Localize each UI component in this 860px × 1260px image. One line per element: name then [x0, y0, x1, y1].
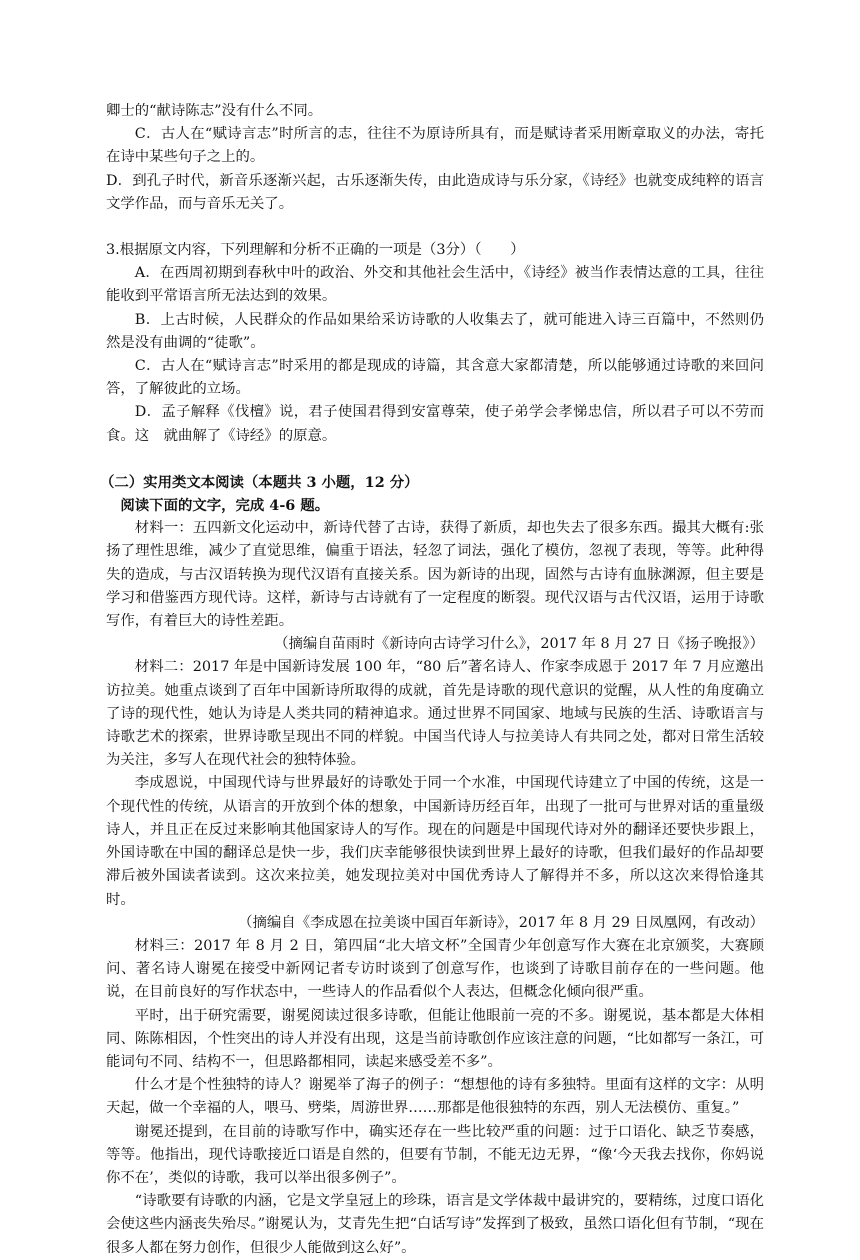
section-instruction: 阅读下面的文字，完成 4-6 题。	[120, 497, 330, 515]
q2-option-b-continued: 卿士的“献诗陈志”没有什么不同。	[106, 103, 323, 119]
material-3-paragraph-2: 平时，出于研究需要，谢冕阅读过很多诗歌，但能让他眼前一亮的不多。谢冕说，基本都是大体相同、陈陈相因，个性突出的诗人并没有出现，这是当前诗歌创作应该注意的问题，“比如都写一条江，可能词句不同、结构不一，但思路都相同，读起来感受差不多”。	[106, 1007, 764, 1070]
material-3-paragraph-4: 谢冕还提到，在目前的诗歌写作中，确实还存在一些比较严重的问题：过于口语化、缺乏节奏感，等等。他指出，现代诗歌接近口语是自然的，但要有节制，不能无边无界，“像‘今天我去找你，你妈说你不在’，类似的诗歌，我可以举出很多例子”。	[106, 1123, 764, 1186]
q3-option-a: A．在西周初期到春秋中叶的政治、外交和其他社会生活中，《诗经》被当作表情达意的工具，往往能收到平常语言所无法达到的效果。	[106, 265, 764, 305]
q2-option-d: D．到孔子时代，新音乐逐渐兴起，古乐逐渐失传，由此造成诗与乐分家，《诗经》也就变成纯粹的语言文学作品，而与音乐无关了。	[106, 172, 764, 212]
q3-stem: 3.根据原文内容，下列理解和分析不正确的一项是（3分）（ ）	[106, 242, 525, 259]
material-3-paragraph-3: 什么才是个性独特的诗人？谢冕举了海子的例子：“想想他的诗有多独特。里面有这样的文字：从明天起，做一个幸福的人，喂马、劈柴，周游世界……那都是他很独特的东西，别人无法模仿、重复。”	[106, 1077, 764, 1117]
q3-option-d: D．孟子解释《伐檀》说，君子使国君得到安富尊荣，使子弟学会孝悌忠信，所以君子可以不劳而食。这 就曲解了《诗经》的原意。	[106, 404, 764, 444]
material-3-paragraph-5: “诗歌要有诗歌的内涵，它是文学皇冠上的珍珠，语言是文学体裁中最讲究的，要精练，过度口语化会使这些内涵丧失殆尽。”谢冕认为，艾青先生把“白话写诗”发挥到了极致，虽然口语化但有节制，“现在很多人都在努力创作，但很少人能做到这么好”。	[106, 1193, 764, 1256]
q3-option-c: C．古人在“赋诗言志”时采用的都是现成的诗篇，其含意大家都清楚，所以能够通过诗歌的来回问答，了解彼此的立场。	[106, 358, 764, 398]
section-heading: （二）实用类文本阅读（本题共 3 小题，12 分）	[100, 473, 419, 491]
q3-option-b: B．上古时候，人民群众的作品如果给采访诗歌的人收集去了，就可能进入诗三百篇中，不然则仍然是没有曲调的“徒歌”。	[106, 311, 764, 351]
q2-option-c: C．古人在“赋诗言志”时所言的志，往往不为原诗所具有，而是赋诗者采用断章取义的办法，寄托在诗中某些句子之上的。	[106, 126, 764, 166]
material-2-paragraph-2: 李成恩说，中国现代诗与世界最好的诗歌处于同一个水准，中国现代诗建立了中国的传统，这是一个现代性的传统，从语言的开放到个体的想象，中国新诗历经百年，出现了一批可与世界对话的重量级诗人，并且正在反过来影响其他国家诗人的写作。现在的问题是中国现代诗对外的翻译还要快步跟上，外国诗歌在中国的翻译总是快一步，我们庆幸能够很快读到世界上最好的诗歌，但我们最好的作品却要滞后被外国读者读到。这次来拉美，她发现拉美对中国优秀诗人了解得并不多，所以这次来得恰逢其时。	[106, 775, 764, 908]
material-2-source: （摘编自《李成恩在拉美谈中国百年新诗》，2017 年 8 月 29 日凤凰网，有改动）	[238, 914, 764, 931]
material-3-paragraph-1: 材料三：2017 年 8 月 2 日，第四届“北大培文杯”全国青少年创意写作大赛在北京颁奖，大赛顾问、著名诗人谢冕在接受中新网记者专访时谈到了创意写作，也谈到了诗歌目前存在的一些问题。他说，在目前良好的写作状态中，一些诗人的作品看似个人表达，但概念化倾向很严重。	[106, 937, 764, 1001]
material-1-source: （摘编自苗雨时《新诗向古诗学习什么》，2017 年 8 月 27 日《扬子晚报》）	[274, 636, 764, 653]
material-1: 材料一：五四新文化运动中，新诗代替了古诗，获得了新质，却也失去了很多东西。撮其大概有:张扬了理性思维，减少了直觉思维，偏重于语法，轻忽了词法，强化了模仿，忽视了表现，等等。此种得失的造成，与古汉语转换为现代汉语有直接关系。因为新诗的出现，固然与古诗有血脉渊源，但主要是学习和借鉴西方现代诗。这样，新诗与古诗就有了一定程度的断裂。现代汉语与古代汉语，运用于诗歌写作，有着巨大的诗性差距。	[106, 520, 764, 630]
material-2-paragraph-1: 材料二：2017 年是中国新诗发展 100 年，“80 后”著名诗人、作家李成恩于 2017 年 7 月应邀出访拉美。她重点谈到了百年中国新诗所取得的成就，首先是诗歌的现代意识的觉醒，从人性的角度确立了诗的现代性，她认为诗是人类共同的精神追求。通过世界不同国家、地域与民族的生活、诗歌语言与诗歌艺术的探索，世界诗歌呈现出不同的样貌。中国当代诗人与拉美诗人有共同之处，都对日常生活较为关注，多写人在现代社会的独特体验。	[106, 659, 764, 769]
